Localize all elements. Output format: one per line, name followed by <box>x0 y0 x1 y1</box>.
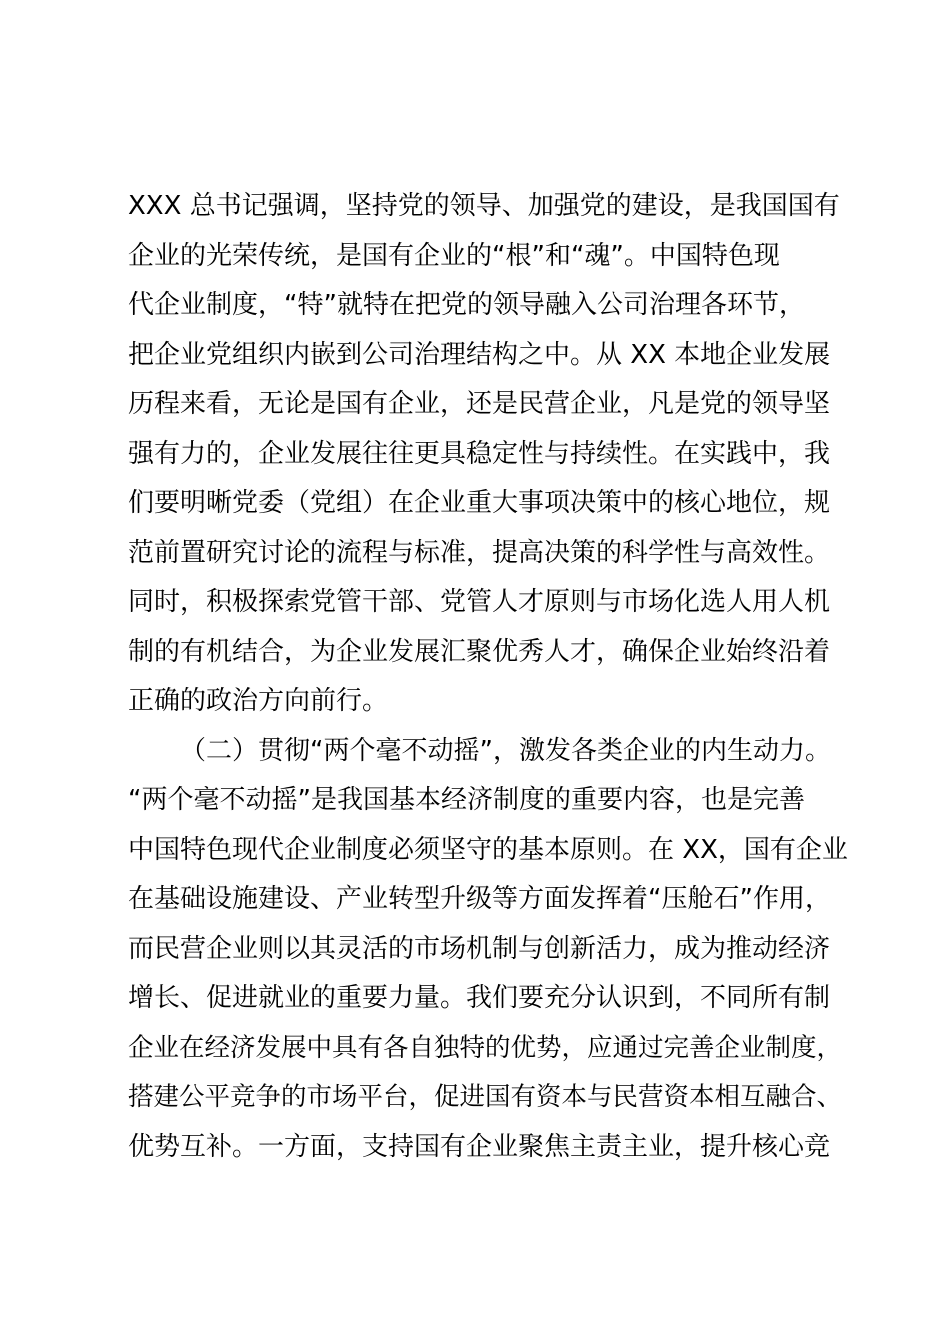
text-line-7: 们要明晰党委（党组）在企业重大事项决策中的核心地位，规 <box>128 488 831 518</box>
text-line-17: 增长、促进就业的重要力量。我们要充分认识到，不同所有制 <box>128 983 831 1013</box>
text-line-3: 代企业制度，“特”就特在把党的领导融入公司治理各环节， <box>128 290 805 320</box>
text-line-11: 正确的政治方向前行。 <box>128 686 389 716</box>
text-line-9: 同时，积极探索党管干部、党管人才原则与市场化选人用人机 <box>128 587 831 617</box>
text-line-5: 历程来看，无论是国有企业，还是民营企业，凡是党的领导坚 <box>128 389 831 419</box>
text-line-1: XXX 总书记强调，坚持党的领导、加强党的建设，是我国国有 <box>128 191 840 221</box>
text-line-20: 优势互补。一方面，支持国有企业聚焦主责主业，提升核心竞 <box>128 1131 831 1162</box>
text-line-15: 在基础设施建设、产业转型升级等方面发挥着“压舱石”作用， <box>128 884 831 914</box>
text-line-6: 强有力的，企业发展往往更具稳定性与持续性。在实践中，我 <box>128 438 831 469</box>
text-line-13: “两个毫不动摇”是我国基本经济制度的重要内容，也是完善 <box>128 785 805 815</box>
text-line-18: 企业在经济发展中具有各自独特的优势，应通过完善企业制度， <box>128 1032 843 1063</box>
body-text <box>128 182 848 1172</box>
text-line-10: 制的有机结合，为企业发展汇聚优秀人才，确保企业始终沿着 <box>128 636 831 667</box>
section-heading-line: （二）贯彻“两个毫不动摇”，激发各类企业的内生动力。 <box>180 735 831 766</box>
text-line-8: 范前置研究讨论的流程与标准，提高决策的科学性与高效性。 <box>128 537 831 568</box>
text-line-14: 中国特色现代企业制度必须坚守的基本原则。在 XX，国有企业 <box>128 834 848 865</box>
text-line-16: 而民营企业则以其灵活的市场机制与创新活力，成为推动经济 <box>128 933 831 964</box>
text-line-4: 把企业党组织内嵌到公司治理结构之中。从 XX 本地企业发展 <box>128 339 831 370</box>
text-line-19: 搭建公平竞争的市场平台，促进国有资本与民营资本相互融合、 <box>128 1082 843 1112</box>
text-line-2: 企业的光荣传统，是国有企业的“根”和“魂”。中国特色现 <box>128 240 780 271</box>
